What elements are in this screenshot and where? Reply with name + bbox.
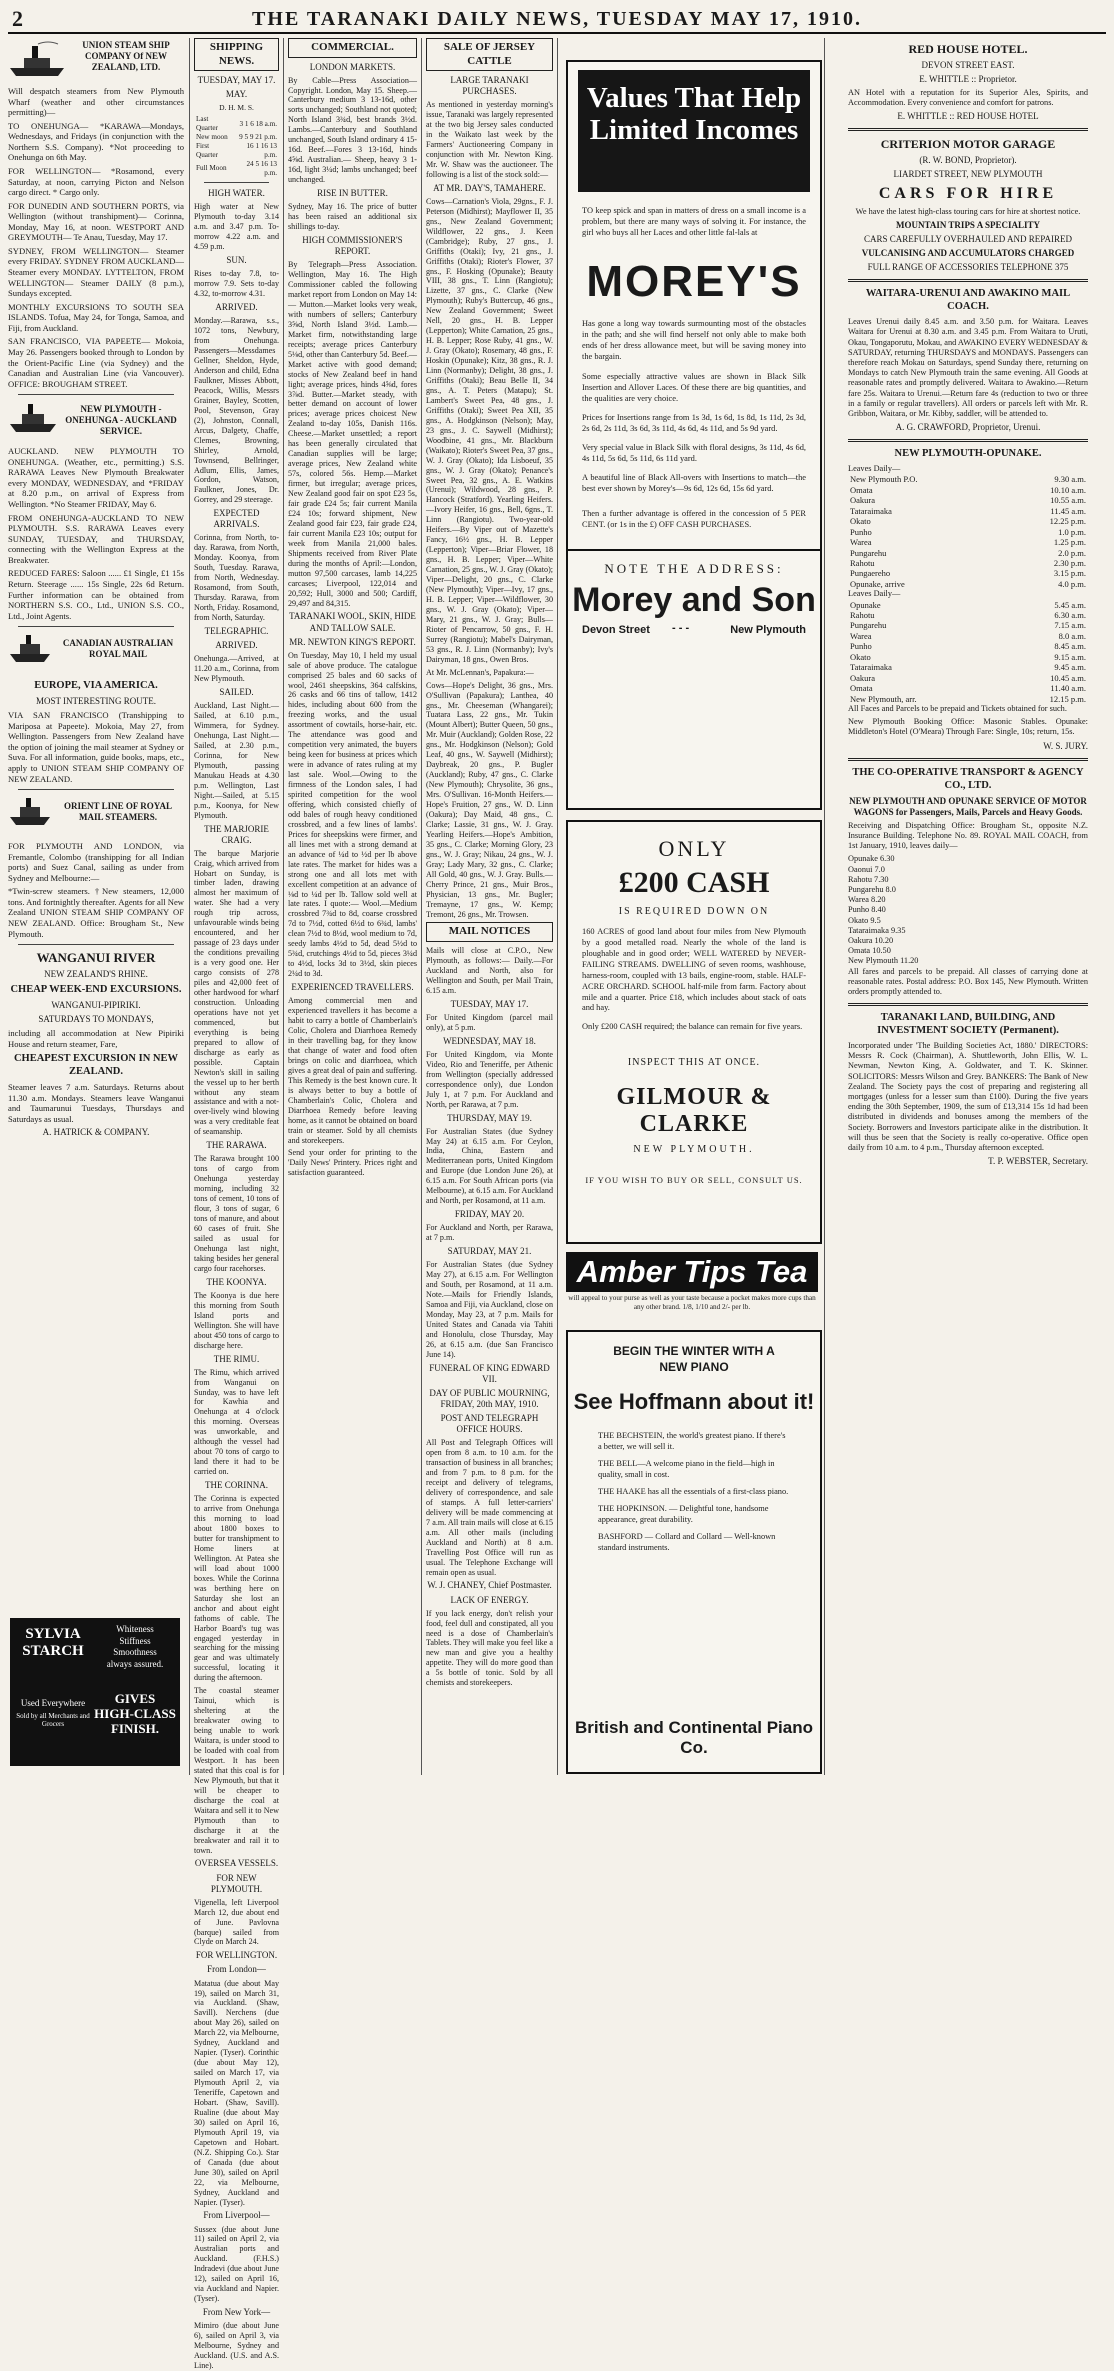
stop-name: Punho bbox=[850, 526, 872, 537]
stop-time: 8.45 a.m. bbox=[1054, 641, 1086, 652]
paragraph: The coastal steamer Tainui, which is sheltering at the breakwater owing to being unable to work Waitara, is under stood to be loaded with coal from Westport. It has been stated that this coal is for New Plymouth, but that it will be cheaper to discharge the coal at Waitara and sell it to New Plymouth than to discharge it at the breakwater and rail it to town. bbox=[194, 1686, 279, 1855]
paragraph: For United Kingdom, via Monte Video, Rio and Teneriffe, per Athenic from Wellington (specially addressed correspondence only), due London July 1, at 7 p.m. For Auckland and North, per Rarawa, at 7 p.m. bbox=[426, 1049, 553, 1109]
coop-stop: Oaonui 7.0 bbox=[848, 864, 885, 874]
piano-item: BASHFORD — Collard and Collard — Well-known standard instruments. bbox=[598, 1531, 776, 1552]
town: NEW PLYMOUTH. bbox=[633, 1144, 755, 1156]
only-label: ONLY bbox=[658, 836, 730, 861]
coop-stop: Oakura 10.20 bbox=[848, 935, 894, 945]
moon-row bbox=[194, 160, 279, 178]
moon-phase: New moon bbox=[196, 133, 228, 142]
hotel-name: RED HOUSE HOTEL. bbox=[908, 42, 1028, 56]
stop-time: 10.45 a.m. bbox=[1050, 672, 1086, 683]
heading: LACK OF ENERGY. bbox=[450, 1594, 529, 1605]
tagline: will appeal to your purse as well as your taste because a pocket makes more cups than any other brand. 1/8, 1/10 and 2/- per lb. bbox=[568, 1294, 816, 1311]
heading: THE RIMU. bbox=[213, 1353, 260, 1364]
paragraph: MONTHLY EXCURSIONS TO SOUTH SEA ISLANDS. Tofua, May 24, for Tonga, Samoa, and Fiji, from Auckland. bbox=[8, 301, 184, 333]
stop-time: 12.25 p.m. bbox=[1049, 516, 1086, 527]
stop-time: 8.0 a.m. bbox=[1058, 630, 1086, 641]
coop-stop: Okato 9.5 bbox=[848, 915, 881, 925]
quality-line: Smoothness bbox=[113, 1647, 157, 1658]
moon-phase: Last Quarter bbox=[196, 115, 218, 133]
steamship-illustration bbox=[8, 40, 184, 84]
stop-time: 11.45 a.m. bbox=[1050, 505, 1086, 516]
paragraph: Incorporated under 'The Building Societies Act, 1880.' DIRECTORS: Messrs R. Cock (Chairman), A. Shuttleworth, John Ellis, W. L. Newman, Newton King, A. Goldwater, and T. K. Skinner. SOLICITORS: Messrs Wilson and Grey. BANKERS: The Bank of New Zealand. The Society pays the cost of preparing and registering all mortgages (unless for a lesser sum than £100). During the five years ending the 30th September, 1909, the sum of £13,314 15s 1d had been distributed in dividends and bonuses among the members of the Society. Borrowers and Investors participate alike in the distribution. It will thus be seen that the Society is really co-operative. Office open daily from 10 a.m. to 4 p.m., Thursday afternoon excepted. bbox=[848, 1040, 1088, 1152]
coop-timetable bbox=[848, 854, 1088, 966]
stop-time: 11.40 a.m. bbox=[1050, 683, 1086, 694]
firm-name: British and Continental Piano Co. bbox=[574, 1718, 813, 1757]
heading: From Liverpool— bbox=[203, 2210, 270, 2221]
heading: FOR NEW PLYMOUTH. bbox=[210, 1872, 263, 1894]
paragraph: For United Kingdom (parcel mail only), at 5 p.m. bbox=[426, 1012, 553, 1032]
stop-time: 6.30 a.m. bbox=[1054, 610, 1086, 620]
heading: THE MARJORIE CRAIG. bbox=[204, 823, 269, 845]
heading: SUN. bbox=[226, 255, 247, 266]
heading: THE KOONYA. bbox=[206, 1276, 267, 1287]
stop-time: 2.30 p.m. bbox=[1053, 557, 1086, 568]
paragraph: On Tuesday, May 10, I held my usual sale of above produce. The catalogue comprised 25 bales and 60 sacks of wool, 2461 sheepskins, 364 calfskins, 26 casks and 66 tins of tallow, 1412 hides, including about 600 from the freezing works, and the usual assortment of cowtails, horse-hair, etc. The attendance was good and competition very animated, the buyers being keen for business at prices which were in advance of rates ruling at my last sale. Wool.—Owing to the firmness of the London sales, I had spirited competition for the wool offering, which consisted chiefly of odd bales of rough heavy conditioned crossbred, and a few lines of lambs'. Prices for sheepskins were firmer, and all lines met with a strong demand at an advance of ¼d to ½d per lb above late rates. The market for hides was a strong one and all lots met with excellent competition at an advance of ⅛d to ¼d per lb. Tallow sold well at late rates. I quote:— Wool.—Medium crossbred 7¾d to 8d, coarse crossbred 7d to 7½d, cotted 6½d to 6¾d, lambs' clean 7½d to 8½d, wool medium to 7d, seedy lambs 4½d to 5d, dead 5½d to 5¾d, crutchings 4½d to 5d, pieces 3¼d to 4½d, locks 3d to 3½d, skin pieces 2¼d to 3d. bbox=[288, 650, 417, 979]
paragraph: We have the latest high-class touring cars for hire at shortest notice. bbox=[855, 206, 1081, 216]
paragraph: For Australian States (due Sydney May 27), at 6.15 a.m. For Wellington and South, per Rosamond, at 11 a.m. Note.—Mails for Friendly Islands, Samoa and Fiji, via Auckland, close on Monday, May 23, at 7 p.m. Mails for United States and Canada via Tahiti and Honolulu, close Thursday, May 26, at 6.15 a.m. (due San Francisco June 14). bbox=[426, 1260, 553, 1359]
paragraph: Sussex (due about June 11) sailed on April 2, via Australian ports and Auckland. (F.H.S.) Indradevi (due about June 12), sailed on April 16, via Auckland and Napier. (Tyser). bbox=[194, 2224, 279, 2304]
coop-stop: Rahotu 7.30 bbox=[848, 874, 889, 884]
stop-name: Omata bbox=[850, 683, 873, 694]
paragraph: Leaves Urenui daily 8.45 a.m. and 3.50 p.m. for Waitara. Leaves Waitara for Urenui at 8.30 a.m. and 3.45 p.m. From Waitara to Uruti, Okau, Tongaporutu, Mokau, and AWAKINO EVERY WEDNESDAY & SATURDAY, returning THURSDAYS and MONDAYS. Passengers can therefore reach Mokau on Saturdays, spend Sunday there, returning on Mondays to catch New Plymouth train the same evening. All Goods at reasonable rates and promptly delivered. Waitara to Awakino.—Return fare 25s. Waitara to Urenui.—Return fare 4s (reduction to two or three in a family or regular travellers). All orders or parcels left with Mr. R. Gribbon, Waitara, or Mr. Kibby, saddler, will be attended to. bbox=[848, 317, 1088, 418]
heading: OVERSEA VESSELS. bbox=[194, 1858, 279, 1869]
signature: W. S. JURY. bbox=[1043, 740, 1088, 751]
stop-name: Pungarehu bbox=[850, 547, 887, 558]
paragraph: Cows—Hope's Delight, 36 gns., Mrs. O'Sullivan (Papakura); Lanthea, 40 gns., Mr. Cheeseman (Whangarei); Tuatara Lass, 22 gns., Mr. Tukin (Mount Albert); Butter Queen, 50 gns., Mr. Muir (Auckland); Golden Rose, 22 gns., Mr. Hodgkinson (Nelson); Gold Leaf, 40 gns., W. Saywell (Midhirst); Daybreak, 20 gns., P. Bugler (Auckland); Ruby, 47 gns., C. Clarke (New Plymouth); Chrysolite, 36 gns., Mrs. O'Sullivan. 16-Month Heifers.—Hope's Fruition, 27 gns., W. D. Linn (Oakura); Day Maid, 48 gns., C. Clarke; Lassie, 31 gns., W. J. Gray. Yearling Heifers.—Hope's Ambition, 35 gns., C. Clarke; Morning Glory, 23 gns., W. J. Gray; Nikau, 24 gns., W. J. Gray; Lady Mary, 32 gns., C. Clarke; All Gold, 40 gns., W. J. Gray. Bulls.—Cherry Prince, 21 gns., Muir Bros., Physician, 13 gns., Mr. Bugler; Tremayne, 17 gns., W. Kemp; Tremont, 26 gns., Mr. Trowsen. bbox=[426, 680, 554, 919]
paragraph: Auckland, Last Night.—Sailed, at 6.10 p.m., Wimmera, for Sydney. Onehunga, Last Night.—Sailed, at 2.30 p.m., Corinna, for New Plymouth, passing Manukau Heads at 4.30 p.m. Wellington, Last Night.—Sailed, at 5.15 p.m., Koonya, for New Plymouth. bbox=[194, 701, 279, 820]
paragraph: All Faces and Parcels to be prepaid and Tickets obtained for such. bbox=[848, 704, 1067, 714]
stop-time: 5.45 a.m. bbox=[1054, 599, 1086, 610]
timetable-row bbox=[848, 537, 1088, 547]
column-rule bbox=[824, 38, 825, 1775]
paragraph: AN Hotel with a reputation for its Superior Ales, Spirits, and Accommodation. Every convenience and comfort for patrons. bbox=[848, 87, 1088, 108]
stop-name: Tataraimaka bbox=[850, 505, 892, 516]
heading: CHEAP WEEK-END EXCURSIONS. bbox=[10, 984, 182, 996]
timetable-row bbox=[848, 474, 1088, 484]
paragraph: Some especially attractive values are shown in Black Silk Insertion and Allover Laces. Of these there are big quantities, and the qualities are very choice. bbox=[582, 372, 806, 404]
paragraph: Monday.—Rarawa, s.s., 1072 tons, Newbury, from Onehunga. Passengers—Messdames Gellner, Sheldon, Hyde, Anderson and child, Edna Faulkner, Misses Abbott, Peacock, Willis, Messrs Grainer, Bayley, Scotten, Pool, Stevenson, Gray (2), Johnston, Connall, Arcus, Dalgety, Chaffe, Clemes, Browning, Shirley, Arnold, Townsend, Bellringer, Adlum, Ellis, James, Gordon, Watson, Faulkner, Jones, Dr. Gorrey, and 29 steerage. bbox=[194, 316, 279, 505]
steamship-illustration bbox=[8, 400, 184, 444]
timetable-row bbox=[848, 548, 1088, 558]
masthead bbox=[8, 6, 1106, 34]
timetable-row bbox=[848, 610, 1088, 620]
heading: THE RARAWA. bbox=[206, 1140, 267, 1151]
moon-phase: Full Moon bbox=[196, 164, 227, 173]
heading: FOR WELLINGTON. bbox=[195, 1950, 278, 1961]
cars-for-hire: CARS FOR HIRE bbox=[878, 185, 1058, 203]
timetable-heading: NEW PLYMOUTH-OPUNAKE. bbox=[894, 448, 1042, 460]
paragraph: Very special value in Black Silk with floral designs, 3s 11d, 4s 6d, 4s 11d, 5s 6d, 5s 11d, 6s 11d yard. bbox=[582, 443, 806, 463]
paragraph: Rises to-day 7.8, to-morrow 7.9. Sets to-day 4.32, to-morrow 4.31. bbox=[194, 269, 279, 299]
stop-time: 12.15 p.m. bbox=[1049, 693, 1086, 704]
coop-stop: Opunake 6.30 bbox=[848, 854, 895, 864]
coop-heading: THE CO-OPERATIVE TRANSPORT & AGENCY CO., LTD. bbox=[852, 766, 1084, 791]
line-name: ORIENT LINE OF ROYAL MAIL STEAMERS. bbox=[64, 801, 172, 823]
stop-time: 9.45 a.m. bbox=[1054, 662, 1086, 673]
timetable-row bbox=[848, 652, 1088, 662]
piano-item: THE BECHSTEIN, the world's greatest piano. If there's a better, we will sell it. bbox=[598, 1431, 786, 1452]
paragraph: The barque Marjorie Craig, which arrived from Hobart on Sunday, is timber laden, drawing almost her maximum of water. She had a very rough trip across, unfavourable winds being encountered, and her passage of 23 days under the conditions prevailing is a very good one. Her cargo consists of 278 piles and 42,000 feet of other hardwood for wharf construction. Unloading operations have not yet commenced, but everything is being prepared to allow of discharge as early as possible. Captain Newton's skill in sailing the vessel up to her berth without any steam assistance and with a not-over-lively wind blowing was a very creditable feat of seamanship. bbox=[194, 848, 279, 1137]
heading: EUROPE, VIA AMERICA. bbox=[34, 680, 158, 692]
moon-values: 16 1 16 13 p.m. bbox=[246, 141, 277, 159]
heading: From London— bbox=[207, 1964, 266, 1975]
section-heading: SHIPPING NEWS. bbox=[194, 38, 279, 71]
paragraph: By Telegraph—Press Association. Wellington, May 16. The High Commissioner cabled the following market report from London on May 14:— Mutton.—Market looks very weak, with numbers of sellers; Canterbury 3⅝d, North Island 3½d. Lamb.—Market firm, notwithstanding large receipts; average prices Canterbury 5⅛d, other than Canterbury 5d. Beef.—Market active with good demand; stocks of New Zealand beef in hand light; average prices, hinds 4⅝d, fores 3⅞d. Butter.—Market steady, with better demand on account of lower prices; average prices choicest New Zealand to-day 105s, Danish 116s. Cheese.—Market unsettled; a report has been generally circulated that Canadian supplies will be large; average prices, New Zealand white 57s, colored 56s. Hemp.—Market firmer, but irregular; average prices, New Zealand good fair on spot £23 5s, fair grade £24 5s; fair current Manila £24 10s; forward shipment, New Zealand good fair £23, fair grade £24, fair current Manila £23 10s; output for week from Manila 21,000 bales. Shipments received from River Plate during the months of April:—London, mutton 97,500 carcases, lamb 14,225 carcases; Liverpool, 122,014 and 20,592; Hull, 3000 and 500; Cardiff, 29,497 and 84,315. bbox=[288, 260, 417, 608]
required: IS REQUIRED DOWN ON bbox=[618, 906, 770, 917]
paragraph: Prices for Insertions range from 1s 3d, 1s 6d, 1s 8d, 1s 11d, 2s 3d, 2s 6d, 2s 11d, 3s 6d, 3s 11d, 4s 6d, 4s 11d, and 5s 9d yard. bbox=[582, 413, 806, 434]
steamship-illustration bbox=[8, 632, 184, 676]
piano-item: THE BELL—A welcome piano in the field—high in quality, small in cost. bbox=[598, 1459, 775, 1479]
column-rule bbox=[421, 38, 422, 1775]
gilmour-clarke-ad bbox=[566, 820, 822, 1244]
heading: DAY OF PUBLIC MOURNING, FRIDAY, 20th MAY, 1910. bbox=[429, 1387, 550, 1409]
coop-stop: Warea 8.20 bbox=[848, 895, 886, 905]
garage-address: LIARDET STREET, NEW PLYMOUTH bbox=[893, 169, 1043, 180]
paragraph: Send your order for printing to the 'Daily News' Printery. Prices right and satisfaction guaranteed. bbox=[288, 1148, 417, 1178]
timetable-row bbox=[848, 620, 1088, 630]
paragraph: At Mr. McLennan's, Papakura:— bbox=[426, 667, 534, 677]
stop-name: Rahotu bbox=[850, 610, 875, 620]
paragraph: Sydney, May 16. The price of butter has been raised an additional six shillings to-day. bbox=[288, 202, 417, 232]
paragraph: By Cable—Press Association—Copyright. London, May 15. Sheep.—Canterbury medium 3 13-16d, other sorts unchanged; Southland not quoted; North Island 3¾d, best brands 3½d. Lambs.—Canterbury and Southland unchanged, South Island ordinary 4 15-16d. Beef.—Fores 3 13-16d, hinds 4⅝d. Australian.— Sheep, heavy 3 1-16d, light 3¼d; lambs unchanged; beef unchanged. bbox=[288, 75, 417, 185]
section-heading: MAIL NOTICES bbox=[426, 922, 553, 942]
amber-tips-ad bbox=[566, 1252, 818, 1314]
see-hoffmann: See Hoffmann about it! bbox=[573, 1389, 815, 1415]
stop-name: Rahotu bbox=[850, 557, 875, 568]
paragraph: All fares and parcels to be prepaid. All classes of carrying done at reasonable rates. Postal address: P.O. Box 145, New Plymouth. Written orders promptly attended to. bbox=[848, 966, 1088, 996]
paragraph: Cows—Carnation's Viola, 29gns., F. J. Peterson (Midhirst); Mayflower II, 35 gns., New Zealand Government; Wildflower, 22 gns., J. Keen (Cambridge); Ruby, 27 gns., J. Griffiths (Otaki); Ivy, 21 gns., J. Griffiths (Otaki); Rioter's Flower, 37 gns., F. Hosking (Opunake); Beauty VIII, 38 gns., T. Linn (Rangiotu); Lizette, 37 gns., C. Clarke (New Plymouth); Ruby's Buttercup, 46 gns., New Zealand Government; Sweet Nell, 20 gns., H. B. Lepper (Lepperton); White Carnation, 25 gns., H. B. Lepper; Rose Ruby, 41 gns., W. J. Gray (Okato); Rosemary, 48 gns., F. Hoskin (Opunake); Kitz, 38 gns., R. J. Linn (Normanby); Delight, 38 gns., J. Griffiths (Otaki); Beau Belle II, 34 gns., A. T. Peters (Matapu); St. Lambert's Sweet Pea, 48 gns., J. Griffiths (Otaki); Sweet Pea XII, 35 gns., A. Hodgkinson (Nelson); May, 23 gns., J. C. Saywell (Midhirst); Woodbine, 41 gns., Mr. Blackburn (Waikato); Rioter's Sweet Pea, 37 gns., W. J. Gray (Okato); Ida Lisboeuf, 35 gns., W. J. Gray (Okato); Penance's Sweet Pea, 32 gns., A. E. Watkins (Urenui); Wildwood, 28 gns., P. Hancock (Stratford). Yearling Heifers.—Ivory Heifer, 16 gns., Bell, 6gns., T. Linn (Rangiotu). Two-year-old Heifers.—By Viper out of Mazette's Fancy, 16½ gns., H. B. Lepper (Lepperton); Viper—Briar Flower, 18 gns., H. B. Lepper; Viper—White Carnation, 25 gns., W. J. Gray (Okato); Viper—Delight, 20 gns., C. Clarke (New Plymouth); Viper—Ivy, 17 gns., H. B. Lepper; Viper—Wildflower, 30 gns., W. J. Gray (Okato); Viper—Mary, 21 gns., W. J. Gray; Bulls—Rioter of Pencarrow, 50 gns., F. H. Surrey (Rangiotu); Mabel's Dairyman, 53 gns., R. J. Linn (Normanby); Ivy's Dairyman, 18 gns., Owen Bros. bbox=[426, 196, 554, 664]
paragraph: FROM ONEHUNGA-AUCKLAND TO NEW PLYMOUTH. S.S. RARAWA Leaves every SUNDAY, TUESDAY, and THURSDAY, connecting with the Wellington Express at the Breakwater. bbox=[8, 512, 184, 565]
paragraph: Corinna, from North, to-day. Rarawa, from North, Monday. Koonya, from South, Tuesday. Rarawa, from North, Wednesday. Rosamond, from South, Thursday. Rarawa, from North, Friday. Rosamond, from North, Saturday. bbox=[194, 533, 279, 623]
column-rule bbox=[557, 38, 558, 1775]
paragraph: Matatua (due about May 19), sailed on March 31, via Auckland. (Shaw, Savill). Nerchens (due about May 26), sailed on March 22, via Melbourne, Sydney, Auckland and Napier. (Tyser). Corinthic (due about May 12), sailed on March 17, via Plymouth April 2, via Teneriffe, Capetown and Hobart. (Shaw, Savill). Rualine (due about May 30) sailed on April 16, Plymouth April 19, via Capetown and Hobart. (N.Z. Shipping Co.). Star of Canada (due about June 30), sailed on April 22, via Melbourne, Sydney, Auckland and Napier. (Tyser). bbox=[194, 1978, 279, 2207]
price: £200 CASH bbox=[618, 866, 770, 899]
paragraph: TO ONEHUNGA— *KARAWA—Mondays, Wednesdays, and Fridays (in conjunction with the Northern S.S. Company). *Not proceeding to Onehunga on 6th May. bbox=[8, 120, 184, 163]
piano-item: THE HOPKINSON. — Delightful tone, handsome appearance, great durability. bbox=[598, 1503, 769, 1524]
stop-name: Punho bbox=[850, 641, 872, 652]
timetable-row bbox=[848, 662, 1088, 672]
garage-speciality: MOUNTAIN TRIPS A SPECIALITY bbox=[896, 220, 1040, 231]
section-heading: SALE OF JERSEY CATTLE bbox=[426, 38, 553, 71]
timetable-row bbox=[848, 527, 1088, 537]
garage-service: CARS CAREFULLY OVERHAULED AND REPAIRED bbox=[864, 234, 1072, 245]
stop-name: Pungaereho bbox=[850, 568, 891, 579]
signature: A. HATRICK & COMPANY. bbox=[42, 1127, 150, 1138]
hotel-proprietor: E. WHITTLE :: Proprietor. bbox=[919, 73, 1017, 84]
column-commercial bbox=[288, 38, 417, 1775]
heading: MR. NEWTON KING'S REPORT. bbox=[289, 636, 416, 647]
timetable-row bbox=[848, 631, 1088, 641]
stop-time: 7.15 a.m. bbox=[1054, 620, 1086, 631]
steamship-illustration bbox=[8, 795, 184, 839]
timetable-row bbox=[848, 495, 1088, 505]
firm-name: Morey and Son bbox=[572, 580, 816, 619]
town: New Plymouth bbox=[730, 623, 806, 636]
timetable-row bbox=[848, 485, 1088, 495]
sold-by: Sold by all Merchants and Grocers bbox=[16, 1712, 90, 1728]
moon-row bbox=[194, 133, 279, 142]
paragraph: FOR DUNEDIN AND SOUTHERN PORTS, via Wellington (without transhipment)— Corinna, Monday, May 16, at noon. WESTPORT AND GREYMOUTH— Te Anau, Tuesday, May 17. bbox=[8, 200, 184, 243]
heading: AT MR. DAY'S, TAMAHERE. bbox=[433, 182, 546, 193]
column-rule bbox=[189, 38, 190, 1775]
paragraph: VIA SAN FRANCISCO (Transhipping to Mariposa at Papeete). Mokoia, May 27, from Wellington. Passengers from New Zealand have the option of joining the mail steamer at Sydney or Suva. For all information, guide books, maps, etc., apply to UNION STEAM SHIP COMPANY OF NEW ZEALAND. bbox=[8, 710, 184, 784]
paragraph: including all accommodation at New Pipiriki House and return steamer, Fare, bbox=[8, 1028, 184, 1049]
paragraph: For Australian States (due Sydney May 24) at 6.15 a.m. For Ceylon, India, China, Eastern and Mediterranean ports, United Kingdom and Europe (due London June 26), at 6.15 a.m. For South African ports (via Melbourne), at 6.15 a.m. For Auckland and North, per Rosamond, at 11 a.m. bbox=[426, 1126, 553, 1206]
heading: HIGH COMMISSIONER'S REPORT. bbox=[302, 234, 403, 257]
begin-winter: BEGIN THE WINTER WITH A NEW PIANO bbox=[613, 1344, 775, 1374]
month: MAY. bbox=[225, 89, 248, 100]
brand-name: MOREY'S bbox=[586, 256, 802, 306]
signature: T. P. WEBSTER, Secretary. bbox=[988, 1156, 1088, 1167]
moon-values: 3 1 6 18 a.m. bbox=[239, 119, 277, 128]
heading: THURSDAY, MAY 19. bbox=[447, 1112, 532, 1123]
quality-line: Stiffness bbox=[119, 1635, 151, 1646]
coop-stop: New Plymouth 11.20 bbox=[848, 956, 919, 966]
line-name: CANADIAN AUSTRALIAN ROYAL MAIL bbox=[62, 638, 174, 660]
paragraph: SAN FRANCISCO, VIA PAPEETE— Mokoia, May 26. Passengers booked through to London by the Orient-Pacific Line (via Sydney) and the Canadian and Australian Line (via Vancouver). OFFICE: BROUGHAM STREET. bbox=[8, 336, 184, 389]
paragraph: All Post and Telegraph Offices will open from 8 a.m. to 10 a.m. for the transaction of business in all branches; and from 7 p.m. to 8 p.m. for the receipt and delivery of telegrams, delivery of correspondence, and sale of stamps. A full letter-carriers' delivery will be made commencing at 7 a.m. All train mails will close at 6.15 a.m. All other mails (including Auckland and North) at 8 a.m. Travelling Post Office will run as usual. The Telephone Exchange will remain open as usual. bbox=[426, 1438, 553, 1577]
stop-name: Warea bbox=[850, 630, 872, 641]
garage-service: VULCANISING AND ACCUMULATORS CHARGED bbox=[861, 248, 1075, 259]
heading: FUNERAL OF KING EDWARD VII. bbox=[429, 1362, 550, 1384]
used-everywhere: Used Everywhere bbox=[20, 1698, 86, 1708]
timetable-row bbox=[848, 641, 1088, 651]
paragraph: REDUCED FARES: Saloon ...... £1 Single, £1 15s Return. Steerage ...... 15s Single, 22s 6d Return. Further information can be obtained from NORTHERN S.S. CO., Ltd., UNION S.S. CO., Ltd., Joint Agents. bbox=[8, 568, 184, 621]
heading: FRIDAY, MAY 20. bbox=[454, 1209, 525, 1220]
brand-name: Amber Tips Tea bbox=[566, 1252, 818, 1292]
heading: TELEGRAPHIC. bbox=[204, 626, 269, 637]
timetable-row bbox=[848, 579, 1088, 589]
service-name: NEW PLYMOUTH - ONEHUNGA - AUCKLAND SERVICE. bbox=[65, 404, 177, 437]
stop-name: Pungarehu bbox=[850, 620, 887, 631]
quality-line: always assured. bbox=[106, 1659, 164, 1670]
moon-table bbox=[194, 115, 279, 177]
stop-name: Opunake, arrive bbox=[850, 578, 905, 589]
signature: A. G. CRAWFORD, Proprietor, Urenui. bbox=[895, 422, 1041, 433]
heading: From New York— bbox=[202, 2307, 271, 2318]
paragraph: The Rimu, which arrived from Wanganui on Sunday, was to have left for Kawhia and Onehunga at 4 o'clock this morning. Overseas was unworkable, and although the vessel had about 70 tons of cargo to land there it had to be carried on. bbox=[194, 1367, 279, 1477]
paragraph: Then a further advantage is offered in the concession of 5 PER CENT. (or 1s in the £) OFF CASH PURCHASES. bbox=[582, 508, 806, 529]
column-shipping-news bbox=[194, 38, 279, 2371]
stop-time: 1.0 p.m. bbox=[1058, 526, 1086, 537]
paragraph: TO keep spick and span in matters of dress on a small income is a problem, but there are many ways of solving it. For instance, the girl who buys all her Laces and other little fal-lals at bbox=[582, 206, 806, 237]
hotel-address: DEVON STREET EAST. bbox=[921, 59, 1015, 70]
stop-time: 9.30 a.m. bbox=[1054, 474, 1086, 485]
stop-name: Oakura bbox=[850, 495, 876, 506]
paragraph: A beautiful line of Black All-overs with Insertions to match—the best ever shown by Morey's—9s 6d, 12s 6d, 15s 6d yard. bbox=[582, 472, 806, 493]
paragraph: AUCKLAND. NEW PLYMOUTH TO ONEHUNGA. (Weather, etc., permitting.) S.S. RARAWA Leaves New Plymouth Breakwater every MONDAY, WEDNESDAY, and *FRIDAY at 8.20 p.m., on arrival of Express from Wellington. *No Steamer FRIDAY, May 6. bbox=[8, 446, 184, 509]
garage-proprietor: (R. W. BOND, Proprietor). bbox=[919, 155, 1017, 166]
paragraph: High water at New Plymouth to-day 3.14 a.m. and 3.47 p.m. To-morrow 4.22 a.m. and 4.59 p.m. bbox=[194, 202, 279, 252]
hotel-footer: E. WHITTLE :: RED HOUSE HOTEL bbox=[897, 111, 1039, 122]
garage-service: FULL RANGE OF ACCESSORIES TELEPHONE 375 bbox=[867, 262, 1069, 273]
stop-name: New Plymouth P.O. bbox=[850, 474, 918, 485]
page-number: 2 bbox=[12, 6, 23, 31]
paragraph: Onehunga.—Arrived, at 11.20 a.m., Corinna, from New Plymouth. bbox=[194, 654, 279, 684]
street: Devon Street bbox=[582, 623, 650, 636]
timetable-label: Leaves Daily— bbox=[848, 589, 901, 599]
moon-row bbox=[194, 115, 279, 133]
stop-name: Opunake bbox=[850, 599, 881, 610]
heading: ARRIVED. bbox=[215, 640, 258, 651]
ad-headline: Values That Help Limited Incomes bbox=[578, 70, 810, 192]
stop-time: 4.0 p.m. bbox=[1058, 578, 1086, 589]
heading: TARANAKI WOOL, SKIN, HIDE AND TALLOW SALE. bbox=[289, 611, 416, 633]
quality-line: Whiteness bbox=[116, 1624, 154, 1634]
heading: SATURDAY, MAY 21. bbox=[447, 1246, 532, 1257]
timetable-row bbox=[848, 683, 1088, 693]
heading: TUESDAY, MAY 17. bbox=[450, 998, 529, 1009]
paragraph: Has gone a long way towards surmounting most of the obstacles in the path; and she will find herself not only able to make both ends of her dress allowance meet, but will be saving money into the bargain. bbox=[582, 318, 806, 361]
stop-time: 10.55 a.m. bbox=[1050, 495, 1086, 506]
timetable-row bbox=[848, 673, 1088, 683]
subheading: MOST INTERESTING ROUTE. bbox=[35, 696, 157, 707]
moon-values: 9 5 9 21 p.m. bbox=[239, 133, 277, 142]
tagline: GIVES HIGH-CLASS FINISH. bbox=[94, 1691, 176, 1736]
piano-ad bbox=[566, 1330, 822, 1774]
stop-name: Okato bbox=[850, 516, 871, 527]
paragraph: FOR PLYMOUTH AND LONDON, via Fremantle, Colombo (transhipping for all Indian ports) and Suez Canal, sailing as under from Sydney and Melbourne:— bbox=[8, 841, 184, 883]
coach-heading: WAITARA-URENUI AND AWAKINO MAIL COACH. bbox=[865, 288, 1071, 313]
heading: HIGH WATER. bbox=[208, 188, 265, 199]
moon-values: 24 5 16 13 p.m. bbox=[246, 159, 277, 177]
paragraph: Will despatch steamers from New Plymouth Wharf (weather and other circumstances permitting)— bbox=[8, 86, 184, 118]
heading: SAILED. bbox=[219, 687, 254, 697]
stop-name: Okato bbox=[850, 651, 871, 662]
column-local-ads bbox=[830, 38, 1106, 1775]
coop-stop: Punho 8.40 bbox=[848, 905, 886, 915]
timetable-label: Leaves Daily— bbox=[848, 464, 901, 474]
paragraph: SYDNEY, FROM WELLINGTON— Steamer every FRIDAY. SYDNEY FROM AUCKLAND— Steamer every MONDAY. LYTTELTON, FROM WELLINGTON— Steamer DAILY (8 p.m.), Sundays excepted. bbox=[8, 245, 184, 299]
paragraph: Among commercial men and experienced travellers it has become a habit to carry a bottle of Chamberlain's Colic, Cholera and Diarrhoea Remedy in their travelling bag, for they know that change of water and food often brings on colic and diarrhoea, which gives a great deal of pain and suffering. This Remedy is the best known cure. It is always better to buy a bottle of Chamberlain's Colic, Cholera and Diarrhoea Remedy before leaving home, as it cannot be obtained on board train or steamer. Sold by all chemists and storekeepers. bbox=[288, 996, 418, 1145]
heading: RISE IN BUTTER. bbox=[317, 188, 388, 199]
stop-time: 1.25 p.m. bbox=[1053, 537, 1086, 548]
paragraph: Mimiro (due about June 6), sailed on April 3, via Melbourne, Sydney and Auckland. (U.S. and A.S. Line). bbox=[194, 2321, 279, 2371]
column-jersey-mail bbox=[426, 38, 553, 1775]
paragraph: Mails will close at C.P.O., New Plymouth, as follows:— Daily.—For Auckland and North, also for Wellington and South, per Mail Train, 6.15 a.m. bbox=[426, 945, 553, 995]
subheading: WANGANUI-PIPIRIKI. bbox=[51, 1000, 141, 1011]
paragraph: The Corinna is expected to arrive from Onehunga this morning to load about 1800 boxes to butter for transhipment to Home liners at Wellington. At Patea she will load about 1000 boxes. While the Corinna was berthing here on Saturday she lost an anchor and about eight fathoms of cable. The Harbor Board's tug was engaged yesterday in searching for the missing gear and was ultimately successful, locating it during the afternoon. bbox=[194, 1494, 279, 1683]
coop-stop: Pungarehu 8.0 bbox=[848, 884, 896, 894]
timetable-row bbox=[848, 568, 1088, 578]
date: TUESDAY, MAY 17. bbox=[197, 75, 276, 86]
heading: ARRIVED. bbox=[215, 302, 258, 313]
sylvia-starch-ad bbox=[10, 1618, 180, 1766]
newspaper-title: THE TARANAKI DAILY NEWS, TUESDAY MAY 17, 1910. bbox=[252, 8, 862, 30]
inspect: INSPECT THIS AT ONCE. bbox=[627, 1057, 761, 1069]
firm-name: GILMOUR & CLARKE bbox=[616, 1084, 772, 1138]
heading: THE CORINNA. bbox=[205, 1480, 268, 1491]
timetable-row bbox=[848, 516, 1088, 526]
heading: EXPERIENCED TRAVELLERS. bbox=[291, 982, 414, 993]
garage-name: CRITERION MOTOR GARAGE bbox=[880, 137, 1056, 152]
heading: CHEAPEST EXCURSION IN NEW ZEALAND. bbox=[13, 1053, 179, 1078]
signature: W. J. CHANEY, Chief Postmaster. bbox=[427, 1580, 552, 1591]
company-name: UNION STEAM SHIP COMPANY Of NEW ZEALAND, LTD. bbox=[82, 40, 170, 73]
brand: SYLVIA STARCH bbox=[22, 1626, 84, 1659]
stop-time: 9.15 a.m. bbox=[1054, 651, 1086, 662]
paragraph: If you lack energy, don't relish your food, feel dull and constipated, all you need is a dose of Chamberlain's Tablets. They will make you feel like a new man and give you a healthy appetite. They will do more good than a 5s bottle of tonic. Sold by all chemists and storekeepers. bbox=[426, 1608, 553, 1688]
stop-time: 10.10 a.m. bbox=[1050, 484, 1086, 495]
timetable-row bbox=[848, 600, 1088, 610]
stop-name: Omata bbox=[850, 484, 873, 495]
moon-header: D. H. M. S. bbox=[219, 103, 254, 113]
society-heading: TARANAKI LAND, BUILDING, AND INVESTMENT SOCIETY (Permanent). bbox=[877, 1012, 1059, 1037]
paragraph: New Plymouth Booking Office: Masonic Stables. Opunake: Middleton's Hotel (O'Meara) Through Fare: Single, 10s; return, 15s. bbox=[848, 717, 1088, 737]
timetable-row bbox=[848, 694, 1088, 704]
paragraph: As mentioned in yesterday morning's issue, Taranaki was largely represented at the two big Jersey sales conducted in the Waikato last week by the Farmers' Auctioneering Company in conjunction with Mr. Newton King. Mr. W. Shaw was the auctioneer. The following is a list of the stock sold:— bbox=[426, 100, 553, 179]
subheading: SATURDAYS TO MONDAYS, bbox=[38, 1014, 154, 1025]
moon-row bbox=[194, 142, 279, 160]
note-address: NOTE THE ADDRESS: bbox=[604, 560, 784, 576]
subheading: NEW ZEALAND'S RHINE. bbox=[44, 969, 148, 980]
coop-service: NEW PLYMOUTH AND OPUNAKE SERVICE OF MOTOR WAGONS for Passengers, Mails, Parcels and Heavy Goods. bbox=[849, 795, 1087, 817]
moon-phase: First Quarter bbox=[196, 141, 218, 159]
timetable-row bbox=[848, 558, 1088, 568]
subheading: LARGE TARANAKI PURCHASES. bbox=[450, 75, 529, 97]
paragraph: *Twin-screw steamers. †New steamers, 12,000 tons. And fortnightly thereafter. Agents for all New Zealand UNION STEAM SHIP COMPANY OF NEW ZEALAND. Office: Brougham St., New Plymouth. bbox=[8, 886, 184, 939]
heading: LONDON MARKETS. bbox=[309, 61, 396, 72]
stop-name: Oakura bbox=[850, 672, 876, 683]
coop-stop: Tataraimaka 9.35 bbox=[848, 925, 906, 935]
heading: EXPECTED ARRIVALS. bbox=[213, 508, 260, 530]
moreys-ad: Values That Help Limited Incomes TO keep spick and span in matters of dress on a small income is a problem, but there are many ways of solving it. For instance, the girl who buys all her Laces and other little fal-lals at MOREY'S Has gone a long way towards surmounting most of the obstacles in the path; and she will find herself not only able to make both ends of her dress allowance meet, but will be saving money into the bargain. Some especially attractive values are shown in Black Silk Insertion and Allover Laces. Of these there are big quantities, and the qualities are very choice. Prices for Insertions range from 1s 3d, 1s 6d, 1s 8d, 1s 11d, 2s 3d, 2s 6d, 2s 11d, 3s 6d, 3s 11d, 4s 6d, 4s 11d, and 5s 9d yard. Very special value in Black Silk with floral designs, 3s 11d, 4s 6d, 4s 11d, 5s 6d, 5s 11d, 6s 11d yard. A beautiful line of Black All-overs with Insertions to match—the best ever shown by Morey's—9s 6d, 12s 6d, 15s 6d yard. Then a further advantage is offered in the concession of 5 PER CENT. (or 1s in the £) OFF CASH PURCHASES. NOTE THE ADDRESS: Morey and Son Devon Street - - - New Plymouth bbox=[566, 60, 822, 810]
paragraph: Receiving and Dispatching Office: Brougham St., opposite N.Z. Insurance Building. Telephone No. 89. ROYAL MAIL COACH, from 1st January, 1910, leaves daily— bbox=[848, 820, 1088, 851]
piano-item: THE HAAKE has all the essentials of a first-class piano. bbox=[598, 1486, 789, 1496]
stop-time: 2.0 p.m. bbox=[1058, 547, 1086, 558]
stop-name: Warea bbox=[850, 537, 872, 548]
paragraph: Vigenella, left Liverpool March 12, due about end of June. Pavlovna (barque) sailed from Clyde on March 24. bbox=[194, 1897, 279, 1947]
paragraph: The Rarawa brought 100 tons of cargo from Onehunga yesterday morning, including 32 tons of cement, 10 tons of flour, 3 tons of sugar, 6 tons of manure, and about 60 cases of fruit. She sailed as usual for Onehunga last night, taking besides her general cargo four racehorses. bbox=[194, 1154, 279, 1273]
paragraph: The Koonya is due here this morning from South Island ports and Wellington. She will have about 450 tons of cargo to discharge here. bbox=[194, 1290, 279, 1350]
timetable-row bbox=[848, 506, 1088, 516]
consult: IF YOU WISH TO BUY OR SELL, CONSULT US. bbox=[585, 1175, 803, 1186]
coop-stop: Omata 10.50 bbox=[848, 946, 891, 956]
paragraph: For Auckland and North, per Rarawa, at 7 p.m. bbox=[426, 1223, 553, 1243]
paragraph: Steamer leaves 7 a.m. Saturdays. Returns about 11.30 a.m. Mondays. Steamers leave Wanganui and Taumarunui Tuesdays, Thursdays and Saturdays as usual. bbox=[8, 1082, 184, 1124]
column-rule bbox=[283, 38, 284, 1775]
timetable-outbound bbox=[848, 474, 1088, 589]
heading: WEDNESDAY, MAY 18. bbox=[443, 1035, 536, 1046]
column-shipping-ads bbox=[8, 38, 184, 1775]
stop-name: Tataraimaka bbox=[850, 662, 892, 673]
stop-time: 3.15 p.m. bbox=[1053, 568, 1086, 579]
paragraph: FOR WELLINGTON— *Rosamond, every Saturday, at noon, carrying Picton and Nelson cargo direct. * Cargo only. bbox=[8, 165, 184, 198]
timetable-return bbox=[848, 600, 1088, 705]
stop-name: New Plymouth, arr. bbox=[850, 693, 917, 704]
paragraph: Only £200 CASH required; the balance can remain for five years. bbox=[582, 1022, 803, 1032]
section-heading: COMMERCIAL. bbox=[288, 38, 417, 58]
heading: POST AND TELEGRAPH OFFICE HOURS. bbox=[440, 1413, 539, 1435]
paragraph: 160 ACRES of good land about four miles from New Plymouth by a good metalled road. Nearly the whole of the land is ploughable and in good order; WELL WATERED by NEVER-FAILING STREAMS. DWELLING of seven rooms, washhouse, harness-room, coupled with 13 bails, engine-room, stable. HALF-ACRE ORCHARD. SCHOOL half-mile from farm. Factory about mile and a quarter. Price £18, which includes about stack of oats and hay. bbox=[582, 927, 806, 1013]
heading: WANGANUI RIVER bbox=[36, 950, 156, 966]
